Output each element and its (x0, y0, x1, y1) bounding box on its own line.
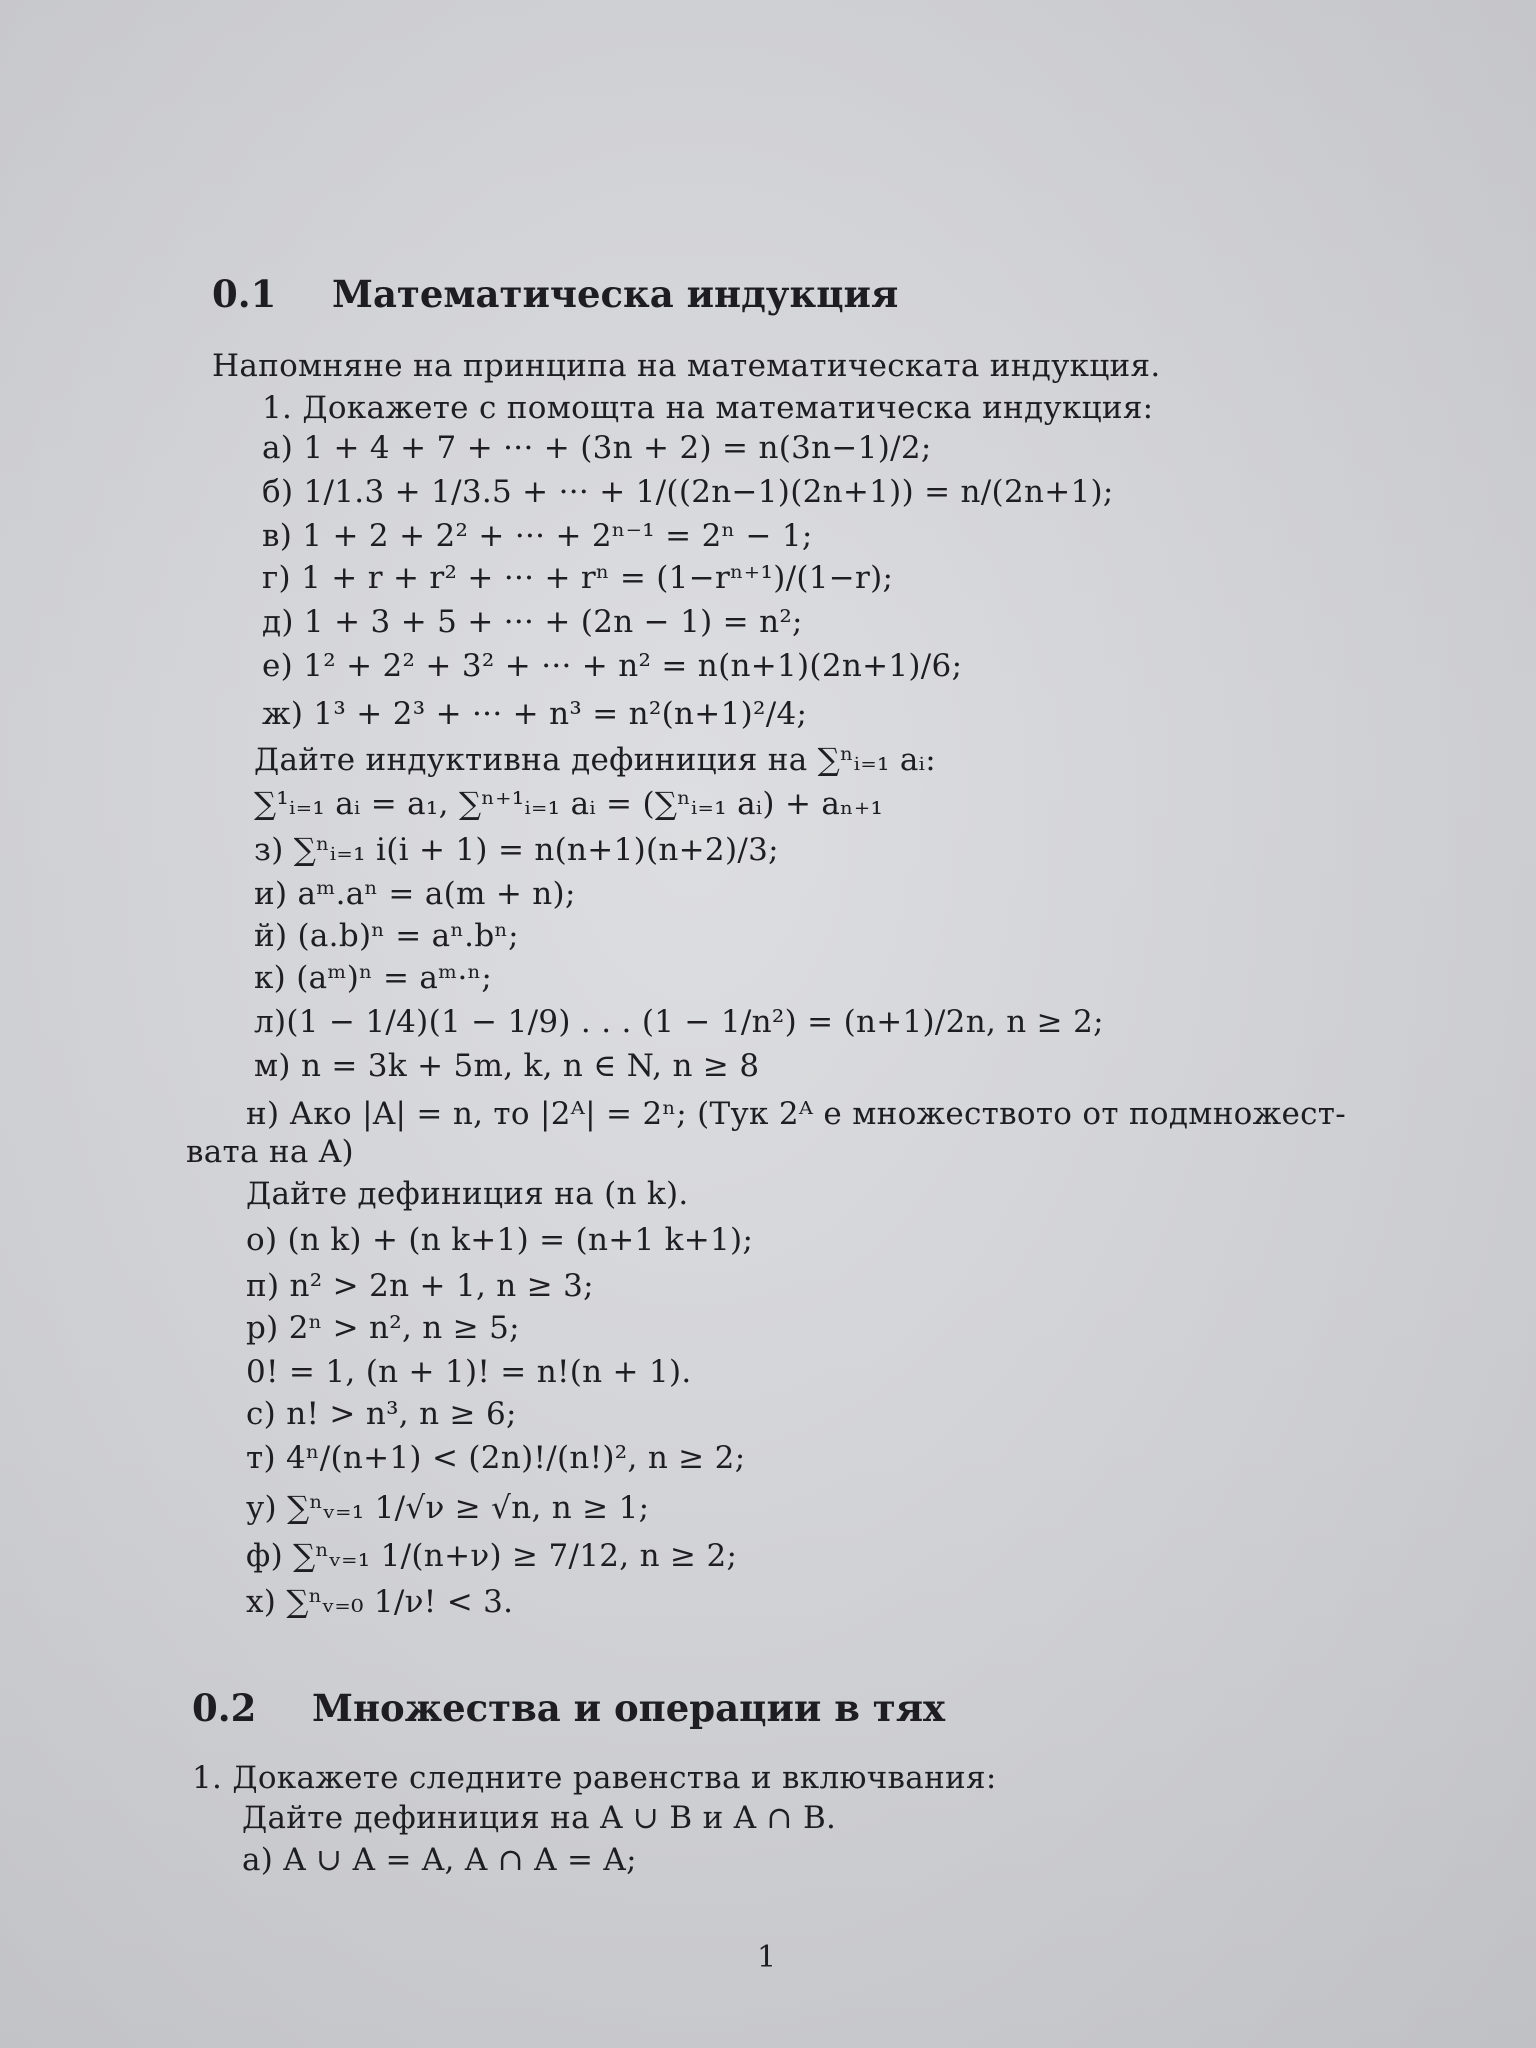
exercise-line: ∑¹ᵢ₌₁ aᵢ = a₁, ∑ⁿ⁺¹ᵢ₌₁ aᵢ = (∑ⁿᵢ₌₁ aᵢ) + aₙ₊₁ (254, 786, 884, 822)
exercise-line: д) 1 + 3 + 5 + ··· + (2n − 1) = n²; (262, 604, 803, 640)
exercise-line: в) 1 + 2 + 2² + ··· + 2ⁿ⁻¹ = 2ⁿ − 1; (262, 518, 813, 554)
intro-text: Напомняне на принципа на математическата индукция. (212, 348, 1161, 384)
exercise-line: 1. Докажете с помощта на математическа индукция: (262, 390, 1154, 426)
exercise-line: к) (aᵐ)ⁿ = aᵐ·ⁿ; (254, 960, 493, 996)
exercise-line: у) ∑ⁿᵥ₌₁ 1/√ν ≥ √n, n ≥ 1; (246, 1490, 650, 1526)
section-title: Математическа индукция (332, 272, 899, 316)
exercise-line: о) (n k) + (n k+1) = (n+1 k+1); (246, 1222, 754, 1258)
exercise-line: г) 1 + r + r² + ··· + rⁿ = (1−rⁿ⁺¹)/(1−r); (262, 560, 894, 596)
exercise-line: Дайте дефиниция на (n k). (246, 1176, 689, 1212)
exercise-line: з) ∑ⁿᵢ₌₁ i(i + 1) = n(n+1)(n+2)/3; (254, 832, 779, 868)
exercise-line: 0! = 1, (n + 1)! = n!(n + 1). (246, 1354, 692, 1390)
exercise-line: ф) ∑ⁿᵥ₌₁ 1/(n+ν) ≥ 7/12, n ≥ 2; (246, 1538, 738, 1574)
exercise-line: т) 4ⁿ/(n+1) < (2n)!/(n!)², n ≥ 2; (246, 1440, 746, 1476)
exercise-line: п) n² > 2n + 1, n ≥ 3; (246, 1268, 594, 1304)
exercise-line: вата на A) (186, 1134, 354, 1170)
section-heading (192, 1686, 945, 1730)
exercise-line: с) n! > n³, n ≥ 6; (246, 1396, 517, 1432)
exercise-line: л)(1 − 1/4)(1 − 1/9) . . . (1 − 1/n²) = (n+1)/2n, n ≥ 2; (254, 1004, 1104, 1040)
exercise-line: а) 1 + 4 + 7 + ··· + (3n + 2) = n(3n−1)/2; (262, 430, 932, 466)
exercise-line: 1. Докажете следните равенства и включвания: (192, 1760, 997, 1796)
exercise-line: б) 1/1.3 + 1/3.5 + ··· + 1/((2n−1)(2n+1)) = n/(2n+1); (262, 474, 1114, 510)
exercise-line: ж) 1³ + 2³ + ··· + n³ = n²(n+1)²/4; (262, 696, 808, 732)
section-number: 0.1 (212, 272, 277, 316)
exercise-line: Дайте индуктивна дефиниция на ∑ⁿᵢ₌₁ aᵢ: (254, 742, 936, 778)
exercise-line: м) n = 3k + 5m, k, n ∈ N, n ≥ 8 (254, 1048, 760, 1084)
section-title: Множества и операции в тях (312, 1686, 946, 1730)
exercise-line: Дайте дефиниция на A ∪ B и A ∩ B. (242, 1800, 837, 1836)
page-number: 1 (757, 1940, 777, 1975)
exercise-line: а) A ∪ A = A, A ∩ A = A; (242, 1842, 637, 1878)
exercise-line: х) ∑ⁿᵥ₌₀ 1/ν! < 3. (246, 1584, 514, 1620)
exercise-line: и) aᵐ.aⁿ = a(m + n); (254, 876, 576, 912)
exercise-line: й) (a.b)ⁿ = aⁿ.bⁿ; (254, 918, 519, 954)
section-heading (212, 272, 898, 316)
exercise-line: р) 2ⁿ > n², n ≥ 5; (246, 1310, 520, 1346)
section-number: 0.2 (192, 1686, 257, 1730)
exercise-line: н) Ако |A| = n, то |2ᴬ| = 2ⁿ; (Тук 2ᴬ е множеството от подмножест- (246, 1096, 1346, 1132)
exercise-line: е) 1² + 2² + 3² + ··· + n² = n(n+1)(2n+1)/6; (262, 648, 963, 684)
